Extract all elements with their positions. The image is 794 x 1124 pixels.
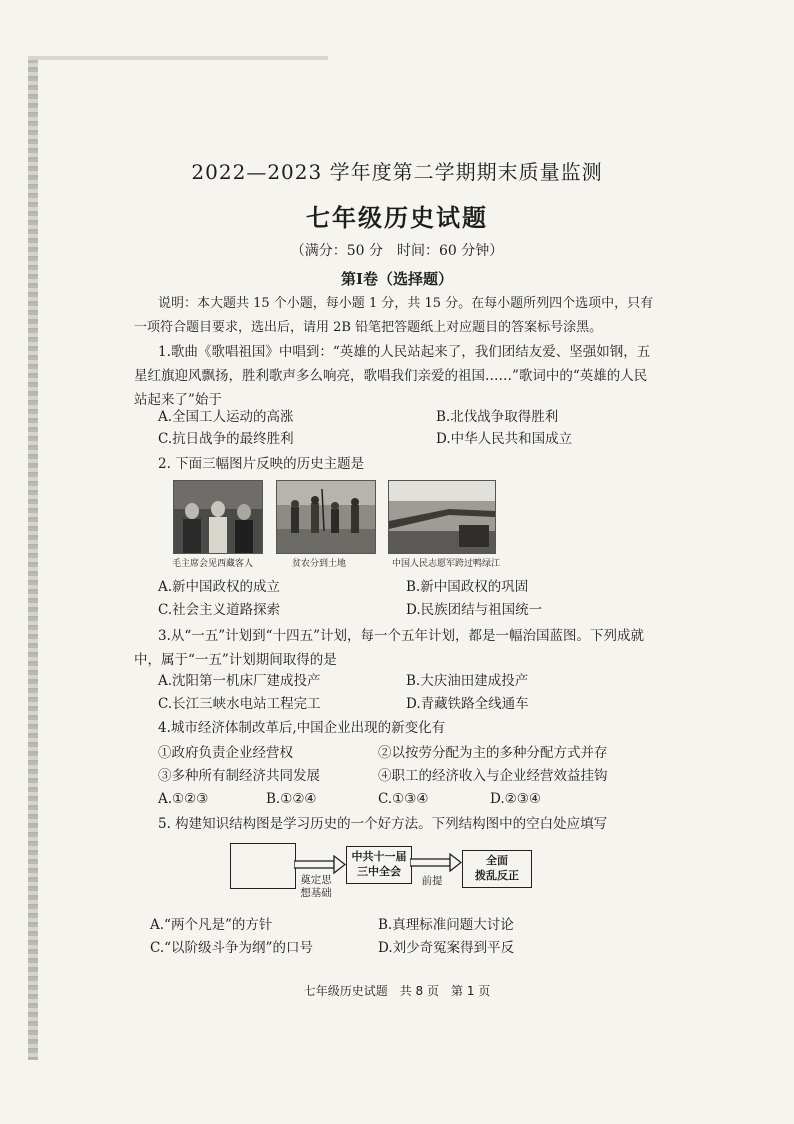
q4-option-c: C.①③④ xyxy=(378,791,429,807)
diagram-arrow-2-label: 前提 xyxy=(421,875,443,887)
instructions xyxy=(134,292,654,340)
q3-option-b: B.大庆油田建成投产 xyxy=(406,673,529,689)
exam-subtitle: 七年级历史试题 xyxy=(306,203,488,232)
photo-yalu-river xyxy=(388,480,496,554)
question-5 xyxy=(134,812,654,836)
diagram-rectify-line1: 全面 xyxy=(486,854,508,867)
q3-option-c: C.长江三峡水电站工程完工 xyxy=(158,696,321,712)
instructions-line2: 一项符合题目要求，选出后，请用 2B 铅笔把答题纸上对应题目的答案标号涂黑。 xyxy=(134,320,603,335)
q1-option-a: A.全国工人运动的高涨 xyxy=(158,409,294,425)
diagram-rectify-line2: 拨乱反正 xyxy=(475,869,519,882)
q5-option-c: C.“以阶级斗争为纲”的口号 xyxy=(150,940,313,956)
q2-option-d: D.民族团结与祖国统一 xyxy=(406,602,543,618)
q5-option-b: B.真理标准问题大讨论 xyxy=(378,917,514,933)
q5-option-d: D.刘少奇冤案得到平反 xyxy=(378,940,515,956)
diagram-plenum-line2: 三中全会 xyxy=(357,865,401,878)
question-3-stem: 3.从“一五”计划到“十四五”计划，每一个五年计划，都是一幅治国蓝图。下列成就中，属于“一五”计划期间取得的是 xyxy=(134,628,644,668)
diagram-arrow-2 xyxy=(410,853,462,873)
q4-statement-2: ②以按劳分配为主的多种分配方式并存 xyxy=(378,745,608,761)
q1-option-b: B.北伐战争取得胜利 xyxy=(436,409,559,425)
question-2-stem: 2. 下面三幅图片反映的历史主题是 xyxy=(158,456,365,472)
photo-caption-2: 贫农分到土地 xyxy=(292,559,347,569)
photo-land-reform xyxy=(276,480,376,554)
page-footer: 七年级历史试题 共 8 页 第 1 页 xyxy=(303,984,491,998)
exam-title: 2022—2023 学年度第二学期期末质量监测 xyxy=(191,160,603,184)
q2-option-b: B.新中国政权的巩固 xyxy=(406,579,529,595)
photo-tibet-guests xyxy=(173,480,263,554)
question-5-stem: 5. 构建知识结构图是学习历史的一个好方法。下列结构图中的空白处应填写 xyxy=(158,816,608,832)
instructions-line1: 说明：本大题共 15 个小题，每小题 1 分，共 15 分。在每小题所列四个选项中，只有 xyxy=(158,296,654,311)
q4-statement-4: ④职工的经济收入与企业经营效益挂钩 xyxy=(378,768,608,784)
question-4-stem: 4.城市经济体制改革后,中国企业出现的新变化有 xyxy=(158,720,446,736)
q4-option-d: D.②③④ xyxy=(490,791,541,807)
diagram-arrow-1 xyxy=(294,855,346,875)
q1-option-d: D.中华人民共和国成立 xyxy=(436,431,573,447)
q3-option-d: D.青藏铁路全线通车 xyxy=(406,696,529,712)
q2-option-c: C.社会主义道路探索 xyxy=(158,602,281,618)
q4-option-b: B.①②④ xyxy=(266,791,317,807)
score-info: （满分：50 分 时间：60 分钟） xyxy=(290,243,504,259)
diagram-rectify-box xyxy=(462,850,532,888)
question-1 xyxy=(134,340,654,412)
photo-caption-3: 中国人民志愿军跨过鸭绿江 xyxy=(392,559,501,569)
q2-option-a: A.新中国政权的成立 xyxy=(158,579,281,595)
question-2 xyxy=(134,452,654,476)
q3-option-a: A.沈阳第一机床厂建成投产 xyxy=(158,673,321,689)
q1-option-c: C.抗日战争的最终胜利 xyxy=(158,431,294,447)
diagram-plenum-box xyxy=(346,846,412,884)
q5-option-a: A.“两个凡是”的方针 xyxy=(150,917,273,933)
q4-option-a: A.①②③ xyxy=(158,791,209,807)
question-1-stem: 1.歌曲《歌唱祖国》中唱到：“英雄的人民站起来了，我们团结友爱、坚强如钢，五星红旗迎风飘扬，胜利歌声多么响亮，歌唱我们亲爱的祖国……”歌词中的“英雄的人民站起来了”始于 xyxy=(134,344,651,408)
diagram-plenum-line1: 中共十一届 xyxy=(351,850,407,863)
diagram-blank-box xyxy=(230,843,296,889)
q4-statement-3: ③多种所有制经济共同发展 xyxy=(158,768,320,784)
question-3 xyxy=(134,624,654,672)
diagram-arrow-1-label: 奠定思想基础 xyxy=(300,874,332,899)
photo-caption-1: 毛主席会见西藏客人 xyxy=(172,559,254,569)
q4-statement-1: ①政府负责企业经营权 xyxy=(158,745,293,761)
question-4 xyxy=(134,716,654,740)
section-title: 第Ⅰ卷（选择题） xyxy=(340,270,454,288)
